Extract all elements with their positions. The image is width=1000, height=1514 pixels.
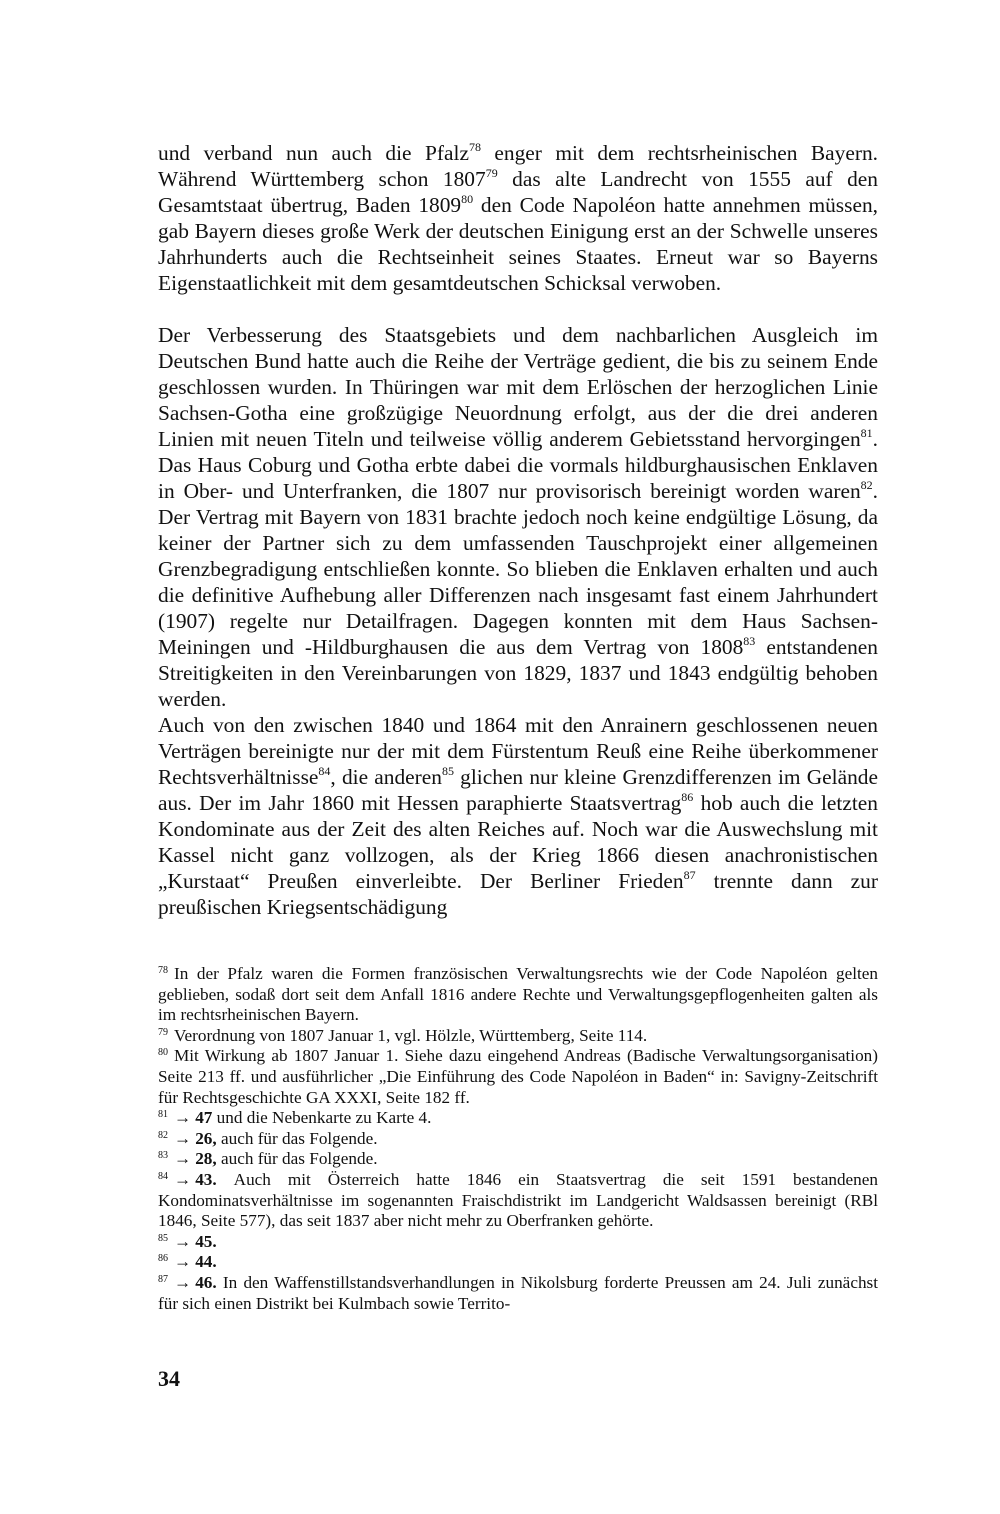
footnotes [158, 964, 878, 1314]
footnote-text: In der Pfalz waren die Formen französischen Verwaltungsrechts wie der Code Napoléon gelten geblieben, sodaß dort seit dem Anfall 1816 andere Rechte und Verwaltungsgepflogenheiten galten als im rechtsrheinischen Bayern. [158, 964, 878, 1025]
arrow-icon: → [174, 1231, 192, 1251]
footnote-reference: 81 [860, 426, 873, 440]
paragraph-3 [158, 712, 878, 920]
footnote-mark: 79 [158, 1026, 168, 1038]
text-run: entstandenen Streitigkeiten in den Vereinbarungen von 1829, 1837 und 1843 endgültig behoben werden. [158, 635, 878, 711]
footnote [158, 1026, 878, 1047]
footnote-mark: 80 [158, 1047, 168, 1059]
map-reference: 44. [195, 1252, 217, 1272]
footnote-text: auch für das Folgende. [220, 1128, 378, 1148]
map-reference: 26, [195, 1128, 221, 1148]
footnote-text: Mit Wirkung ab 1807 Januar 1. Siehe dazu eingehend Andreas (Badische Verwaltungsorganisation) Seite 213 ff. und ausführlicher „Die Einführung des Code Napoléon in Baden“ in: Savigny-Zeitschrift für Rechtsgeschichte GA XXXI, Seite 182 ff. [158, 1046, 878, 1107]
map-reference: 47 [195, 1108, 217, 1128]
text-run: hob auch die letzten Kondominate aus der Zeit des alten Reiches auf. Noch war die Auswechslung mit Kassel nicht ganz vollzogen, als der Krieg 1866 diesen anachronistischen „Kurstaat“ Preußen einverleibte. Der Berliner Frieden [158, 791, 879, 893]
arrow-icon: → [174, 1128, 192, 1148]
paragraph-2 [158, 322, 878, 712]
map-reference: 43. [195, 1169, 234, 1189]
text-run: den Code Napoléon hatte annehmen müssen, gab Bayern dieses große Werk der deutschen Einigung erst an der Schwelle unseres Jahrhunderts auch die Rechtseinheit seines Staates. Erneut war so Bayerns Eigenstaatlichkeit mit dem gesamtdeutschen Schicksal verwoben. [158, 193, 878, 295]
footnote [158, 1170, 878, 1232]
arrow-icon: → [174, 1252, 192, 1272]
footnote-mark: 87 [158, 1273, 168, 1285]
footnote-reference: 82 [860, 478, 873, 492]
text-run: glichen nur kleine Grenzdifferenzen im Gelände aus. Der im Jahr 1860 mit Hessen paraphierte Staatsvertrag [158, 765, 878, 815]
footnote-reference: 83 [743, 634, 756, 648]
footnote-reference: 85 [441, 764, 454, 778]
footnote [158, 1273, 878, 1314]
text-run: . Das Haus Coburg und Gotha erbte dabei die vormals hildburghausischen Enklaven in Ober- und Unterfranken, die 1807 nur provisorisch bereinigt worden waren [158, 427, 878, 503]
map-reference: 45. [195, 1231, 217, 1251]
text-run: Der Verbesserung des Staatsgebiets und dem nachbarlichen Ausgleich im Deutschen Bund hatte auch die Reihe der Verträge gedient, die bis zu seinem Ende geschlossen wurden. In Thüringen war mit dem Erlöschen der herzoglichen Linie Sachsen-Gotha eine großzügige Neuordnung erfolgt, aus der die drei anderen Linien mit neuen Titeln und teilweise völlig anderem Gebietsstand hervorgingen [158, 323, 878, 451]
footnote-mark: 81 [158, 1109, 168, 1121]
arrow-icon: → [174, 1169, 192, 1189]
footnote-mark: 83 [158, 1150, 168, 1162]
footnote-text: und die Nebenkarte zu Karte 4. [216, 1108, 432, 1128]
footnote-mark: 85 [158, 1232, 168, 1244]
footnote [158, 1108, 878, 1129]
footnote [158, 1232, 878, 1253]
page-number: 34 [158, 1366, 180, 1391]
footnote-reference: 79 [485, 166, 498, 180]
footnote-reference: 84 [318, 764, 331, 778]
text-run: trennte dann zur preußischen Kriegsentschädigung [158, 869, 878, 919]
text-run: das alte Landrecht von 1555 auf den Gesamtstaat übertrug, Baden 1809 [158, 167, 878, 217]
arrow-icon: → [174, 1108, 192, 1128]
footnote-text: Auch mit Österreich hatte 1846 ein Staatsvertrag die seit 1591 bestandenen Kondominatsverhältnisse im sogenannten Fraischdistrikt im Landgericht Waldsassen bereinigt (RBl 1846, Seite 577), das seit 1837 aber nicht mehr zu Oberfranken gehörte. [158, 1169, 878, 1231]
footnote [158, 1046, 878, 1108]
footnote-reference: 86 [681, 790, 694, 804]
footnote-text: auch für das Folgende. [220, 1149, 378, 1169]
text-run: . Der Vertrag mit Bayern von 1831 brachte jedoch noch keine endgültige Lösung, da keiner der Partner sich zu dem umfassenden Tauschprojekt einer allgemeinen Grenzbegradigung entschließen konnte. So blieben die Enklaven erhalten und auch die definitive Aufhebung aller Differenzen nach insgesamt fast einem Jahrhundert (1907) regelte nur Detailfragen. Dagegen konnten mit dem Haus Sachsen-Meiningen und -Hildburghausen die aus dem Vertrag von 1808 [158, 479, 878, 659]
text-run: und verband nun auch die Pfalz [158, 141, 469, 165]
text-run: Auch von den zwischen 1840 und 1864 mit den Anrainern geschlossenen neuen Verträgen bereinigte nur der mit dem Fürstentum Reuß eine Reihe überkommener Rechtsverhältnisse [158, 713, 878, 789]
footnote-reference: 78 [468, 140, 481, 154]
arrow-icon: → [174, 1149, 192, 1169]
footnote-mark: 82 [158, 1129, 168, 1141]
footnote [158, 964, 878, 1026]
text-run: , die anderen [330, 765, 442, 789]
footnote-reference: 87 [683, 868, 696, 882]
footnote [158, 1129, 878, 1150]
text-run: enger mit dem rechtsrheinischen Bayern. Während Württemberg schon 1807 [158, 141, 878, 191]
footnote-mark: 84 [158, 1170, 168, 1182]
footnote-reference: 80 [461, 192, 474, 206]
map-reference: 28, [195, 1149, 221, 1169]
map-reference: 46. [195, 1272, 223, 1292]
footnote [158, 1149, 878, 1170]
footnote-mark: 86 [158, 1253, 168, 1265]
footnote-mark: 78 [158, 965, 168, 976]
main-text [158, 140, 878, 920]
paragraph-1 [158, 140, 878, 296]
footnote-text: In den Waffenstillstandsverhandlungen in Nikolsburg forderte Preussen am 24. Juli zunächst für sich einen Distrikt bei Kulmbach sowie Territo- [158, 1272, 878, 1313]
arrow-icon: → [174, 1272, 192, 1292]
footnote [158, 1252, 878, 1273]
footnote-text: Verordnung von 1807 Januar 1, vgl. Hölzle, Württemberg, Seite 114. [174, 1025, 648, 1045]
